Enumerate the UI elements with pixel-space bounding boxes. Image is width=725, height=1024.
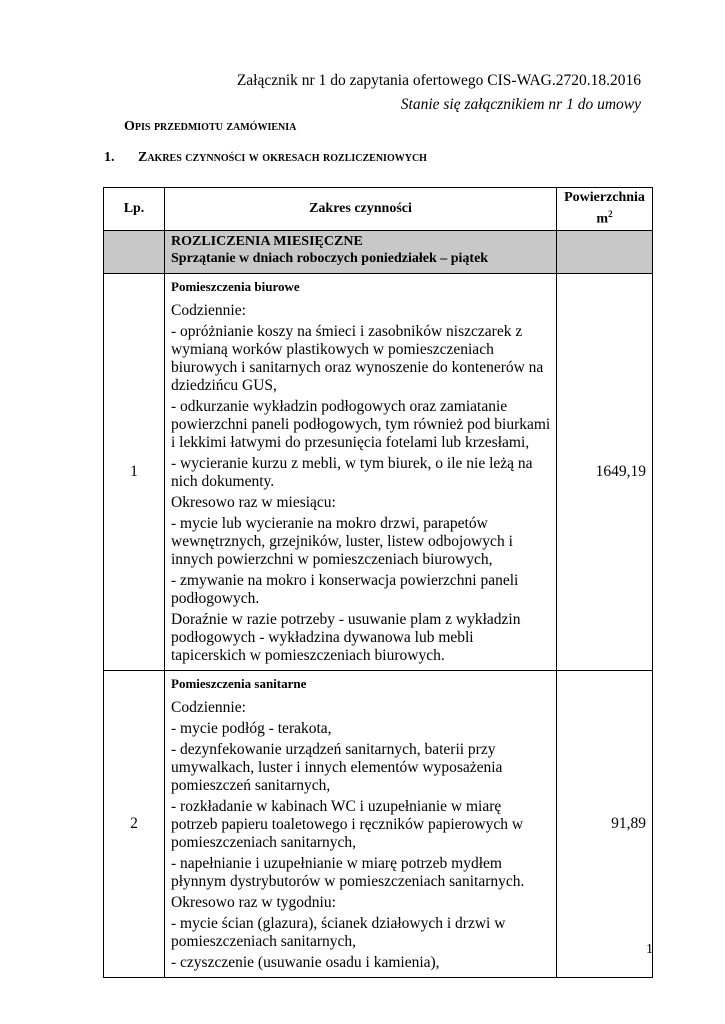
row-line: Okresowo raz w miesiącu:: [171, 493, 336, 511]
row-description: [165, 273, 557, 670]
row-line: - rozkładanie w kabinach WC i uzupełnianie w miarę potrzeb papieru toaletowego i ręczników papierowych w pomieszczeniach sanitarnych,: [171, 797, 524, 851]
grey-cell-left: [104, 230, 165, 273]
header-area: [557, 188, 653, 231]
row-title: Pomieszczenia sanitarne: [171, 675, 307, 691]
row-line: - czyszczenie (usuwanie osadu i kamienia),: [171, 953, 440, 971]
row-area: 1649,19: [557, 273, 653, 670]
table-row: [104, 273, 653, 670]
row-line: Codziennie:: [171, 301, 246, 319]
monthly-settlement-row: [104, 230, 653, 273]
row-line: - mycie ścian (glazura), ścianek działowych i drzwi w pomieszczeniach sanitarnych,: [171, 914, 506, 950]
row-description: [165, 670, 557, 977]
row-line: - odkurzanie wykładzin podłogowych oraz zamiatanie powierzchni paneli podłogowych, tym również pod biurkami i lekkimi łatwymi do przesunięcia fotelami lub krzesłami,: [171, 397, 551, 451]
section-title: Zakres czynności w okresach rozliczeniowych: [138, 150, 427, 165]
row-line: Codziennie:: [171, 698, 246, 716]
header-area-label: Powierzchnia: [564, 190, 645, 205]
monthly-settlement-cell: [165, 230, 557, 273]
row-line: Doraźnie w razie potrzeby - usuwanie plam z wykładzin podłogowych - wykładzina dywanowa lub mebli tapicerskich w pomieszczeniach biurowych.: [171, 610, 521, 664]
header-area-sup: 2: [608, 209, 613, 219]
row-number: 2: [104, 670, 165, 977]
row-line: - dezynfekowanie urządzeń sanitarnych, baterii przy umywalkach, luster i innych elementów wyposażenia pomieszczeń sanitarnych,: [171, 740, 503, 794]
row-line: - mycie podłóg - terakota,: [171, 719, 332, 737]
page-number: 1: [646, 942, 653, 957]
monthly-title: ROZLICZENIA MIESIĘCZNE: [171, 233, 363, 249]
table-header-row: [104, 188, 653, 231]
row-line: - opróżnianie koszy na śmieci i zasobników niszczarek z wymianą worków plastikowych w pomieszczeniach biurowych i sanitarnych oraz wynoszenie do kontenerów na dziedzińcu GUS,: [171, 322, 544, 394]
attachment-header: Załącznik nr 1 do zapytania ofertowego CIS-WAG.2720.18.2016: [236, 72, 641, 89]
monthly-subtitle: Sprzątanie w dniach roboczych poniedziałek – piątek: [171, 250, 489, 266]
row-line: - mycie lub wycieranie na mokro drzwi, parapetów wewnętrznych, grzejników, luster, listew odbojowych i innych powierzchni w pomieszczeniach biurowych,: [171, 514, 513, 568]
row-area: 91,89: [557, 670, 653, 977]
header-area-unit: m: [596, 211, 609, 227]
header-lp: Lp.: [104, 188, 165, 231]
row-title: Pomieszczenia biurowe: [171, 278, 300, 294]
row-number: 1: [104, 273, 165, 670]
scope-table: [103, 187, 653, 978]
row-line: - wycieranie kurzu z mebli, w tym biurek, o ile nie leżą na nich dokumenty.: [171, 454, 533, 490]
document-title: Opis przedmiotu zamówienia: [124, 119, 297, 134]
header-scope: Zakres czynności: [165, 188, 557, 231]
table-row: [104, 670, 653, 977]
section-number: 1.: [104, 150, 115, 165]
attachment-note: Stanie się załącznikiem nr 1 do umowy: [400, 96, 641, 113]
row-line: - napełnianie i uzupełnianie w miarę potrzeb mydłem płynnym dystrybutorów w pomieszczeniach sanitarnych.: [171, 854, 525, 890]
row-line: Okresowo raz w tygodniu:: [171, 893, 336, 911]
grey-cell-right: [557, 230, 653, 273]
row-line: - zmywanie na mokro i konserwacja powierzchni paneli podłogowych.: [171, 571, 519, 607]
